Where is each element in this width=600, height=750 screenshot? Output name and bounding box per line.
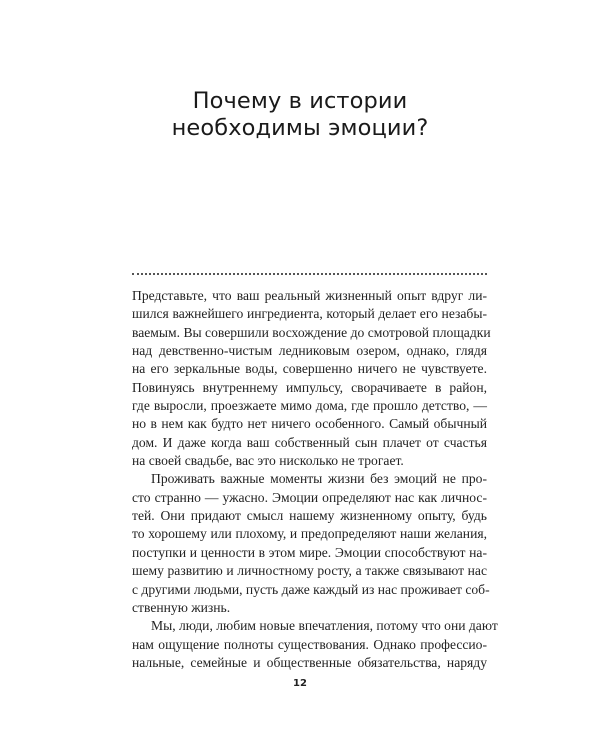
text-line: на его зеркальные воды, совершенно ничего не чувствуете.	[132, 361, 487, 377]
chapter-heading-line-1: Почему в истории	[192, 88, 408, 114]
paragraph-3	[132, 617, 498, 672]
text-line: Повинуясь внутреннему импульсу, сворачиваете в район,	[132, 379, 487, 395]
text-line: Мы, люди, любим новые впечатления, потому что они дают	[151, 618, 498, 634]
paragraph-1	[132, 287, 491, 470]
text-line: Проживать важные моменты жизни без эмоций не про-	[151, 471, 487, 487]
text-line: ваемым. Вы совершили восхождение до смотровой площадки	[132, 324, 491, 340]
text-line: то хорошему или плохому, и предопределяют наши желания,	[132, 526, 487, 542]
text-line: шился важнейшего ингредиента, который делает его незабы-	[132, 306, 487, 322]
text-line: дом. И даже когда ваш собственный сын плачет от счастья	[132, 434, 487, 450]
text-line: тей. Они придают смысл нашему жизненному опыту, будь	[132, 508, 487, 524]
text-line: с другими людьми, пусть даже каждый из нас проживает соб-	[132, 581, 490, 597]
text-line: где выросли, проезжаете мимо дома, где прошло детство, —	[132, 398, 487, 414]
chapter-heading-line-2: необходимы эмоции?	[171, 115, 429, 141]
dotted-divider	[132, 273, 487, 275]
text-line: нальные, семейные и общественные обязательства, наряду	[132, 654, 487, 670]
page-number: 12	[293, 678, 307, 689]
text-line: нам ощущение полноты существования. Однако профессио-	[132, 636, 487, 652]
text-line: ственную жизнь.	[132, 599, 231, 615]
chapter-heading	[0, 88, 600, 142]
text-line: поступки и ценности в этом мире. Эмоции способствуют на-	[132, 544, 487, 560]
text-line: Представьте, что ваш реальный жизненный опыт вдруг ли-	[132, 288, 487, 303]
text-line: сто странно — ужасно. Эмоции определяют нас как личнос-	[132, 489, 487, 505]
paragraph-2	[132, 470, 490, 617]
text-line: шему развитию и личностному росту, а также связывают нас	[132, 563, 487, 579]
text-line: на своей свадьбе, вас это нисколько не трогает.	[132, 453, 404, 469]
text-line: но в нем как будто нет ничего особенного. Самый обычный	[132, 416, 487, 432]
body-text	[132, 287, 498, 672]
text-line: над девственно-чистым ледниковым озером, однако, глядя	[132, 343, 487, 359]
